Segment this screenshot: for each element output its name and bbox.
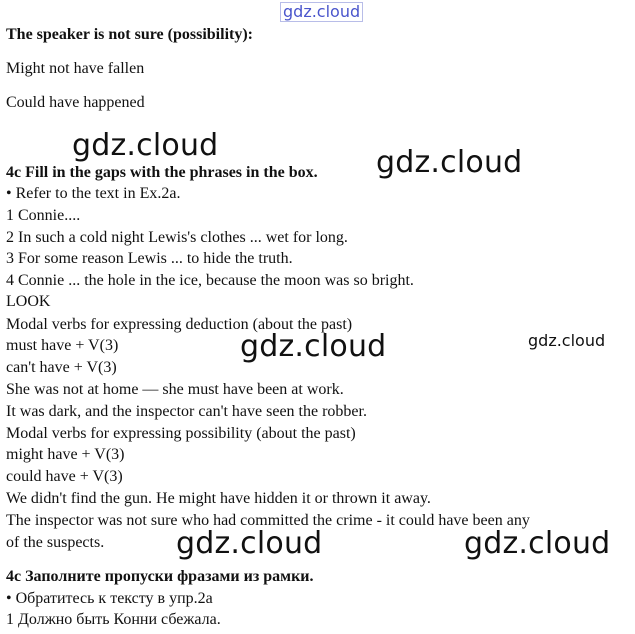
- watermark: gdz.cloud: [528, 331, 606, 350]
- text-line: Modal verbs for expressing possibility (about the past): [6, 425, 356, 442]
- text-line: could have + V(3): [6, 468, 123, 485]
- task-item: 4 Connie ... the hole in the ice, because the moon was so bright.: [6, 272, 414, 289]
- text-line: Might not have fallen: [6, 60, 145, 77]
- text-line: must have + V(3): [6, 337, 119, 354]
- watermark: gdz.cloud: [464, 526, 611, 561]
- text-line: • Обратитесь к тексту в упр.2а: [6, 590, 213, 607]
- task-item: 3 For some reason Lewis ... to hide the truth.: [6, 250, 293, 267]
- watermark: gdz.cloud: [376, 145, 523, 180]
- task-item: 2 In such a cold night Lewis's clothes ... wet for long.: [6, 229, 348, 246]
- task-item: 1 Connie....: [6, 207, 81, 224]
- example-line: She was not at home — she must have been at work.: [6, 381, 344, 398]
- example-line: It was dark, and the inspector can't have seen the robber.: [6, 403, 367, 420]
- text-line: might have + V(3): [6, 446, 125, 463]
- section-heading-possibility: The speaker is not sure (possibility):: [6, 26, 253, 43]
- task-heading: 4c Fill in the gaps with the phrases in the box.: [6, 164, 318, 181]
- watermark-top: gdz.cloud: [280, 2, 363, 22]
- ru-task-heading: 4с Заполните пропуски фразами из рамки.: [6, 568, 314, 585]
- text-line: Modal verbs for expressing deduction (about the past): [6, 316, 353, 333]
- text-line: • Refer to the text in Ex.2a.: [6, 185, 181, 202]
- watermark: gdz.cloud: [240, 329, 387, 364]
- watermark: gdz.cloud: [176, 526, 323, 561]
- example-line: The inspector was not sure who had committed the crime - it could have been any: [6, 512, 530, 529]
- watermark: gdz.cloud: [72, 128, 219, 163]
- task-item: 1 Должно быть Конни сбежала.: [6, 611, 221, 628]
- text-line: can't have + V(3): [6, 359, 117, 376]
- text-line: Could have happened: [6, 94, 145, 111]
- example-line: We didn't find the gun. He might have hidden it or thrown it away.: [6, 490, 431, 507]
- look-label: LOOK: [6, 293, 51, 310]
- example-line: of the suspects.: [6, 534, 105, 551]
